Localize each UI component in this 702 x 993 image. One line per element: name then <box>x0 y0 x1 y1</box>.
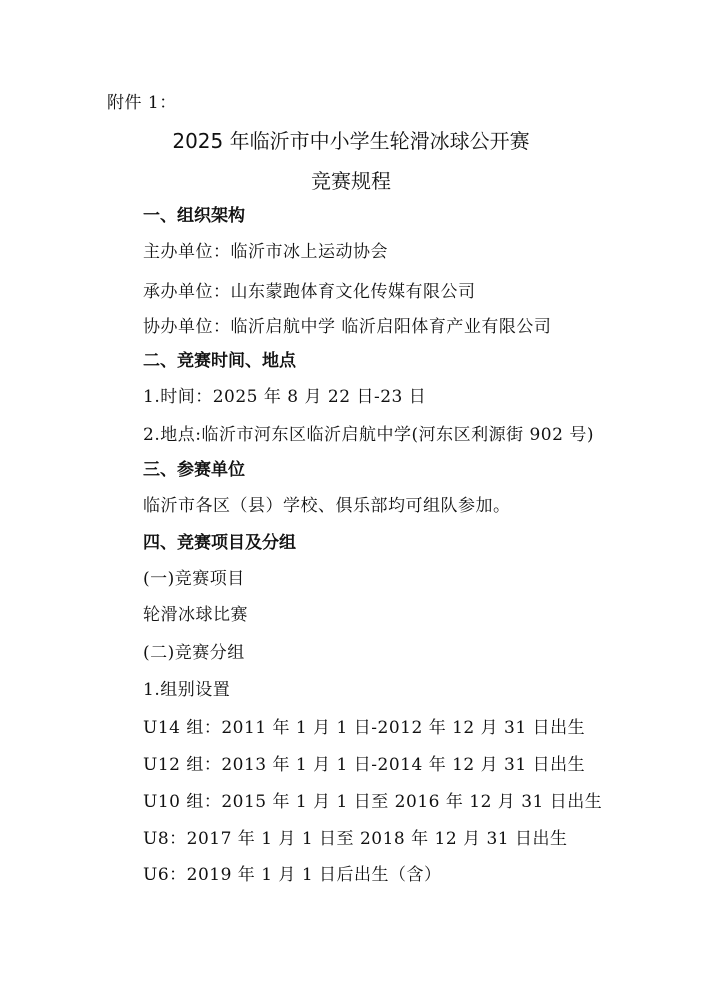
group-item-u12: U12 组：2013 年 1 月 1 日-2014 年 12 月 31 日出生 <box>143 755 586 775</box>
section-heading-organization: 一、组织架构 <box>143 206 245 226</box>
section-heading-time-place: 二、竞赛时间、地点 <box>143 351 296 371</box>
undertaker-unit: 承办单位：山东蒙跑体育文化传媒有限公司 <box>143 282 476 302</box>
group-item-u14: U14 组：2011 年 1 月 1 日-2012 年 12 月 31 日出生 <box>143 718 586 738</box>
section-heading-participants: 三、参赛单位 <box>143 460 245 480</box>
grouping-subheading: (二)竞赛分组 <box>143 643 245 663</box>
event-name: 轮滑冰球比赛 <box>143 605 248 625</box>
group-item-u10: U10 组：2015 年 1 月 1 日至 2016 年 12 月 31 日出生 <box>143 792 603 812</box>
co-organizer-unit: 协办单位：临沂启航中学 临沂启阳体育产业有限公司 <box>143 317 552 337</box>
events-subheading: (一)竞赛项目 <box>143 569 245 589</box>
competition-time: 1.时间：2025 年 8 月 22 日-23 日 <box>143 387 427 407</box>
document-subtitle: 竞赛规程 <box>311 169 391 193</box>
group-item-u8: U8：2017 年 1 月 1 日至 2018 年 12 月 31 日出生 <box>143 829 568 849</box>
competition-place: 2.地点:临沂市河东区临沂启航中学(河东区利源街 902 号) <box>143 425 594 445</box>
section-heading-events: 四、竞赛项目及分组 <box>143 533 296 553</box>
document-title: 2025 年临沂市中小学生轮滑冰球公开赛 <box>172 129 530 153</box>
group-setting-label: 1.组别设置 <box>143 680 231 700</box>
host-unit: 主办单位：临沂市冰上运动协会 <box>143 242 388 262</box>
attachment-label: 附件 1： <box>107 93 177 113</box>
participants-text: 临沂市各区（县）学校、俱乐部均可组队参加。 <box>143 496 511 516</box>
group-item-u6: U6：2019 年 1 月 1 日后出生（含） <box>143 865 442 885</box>
